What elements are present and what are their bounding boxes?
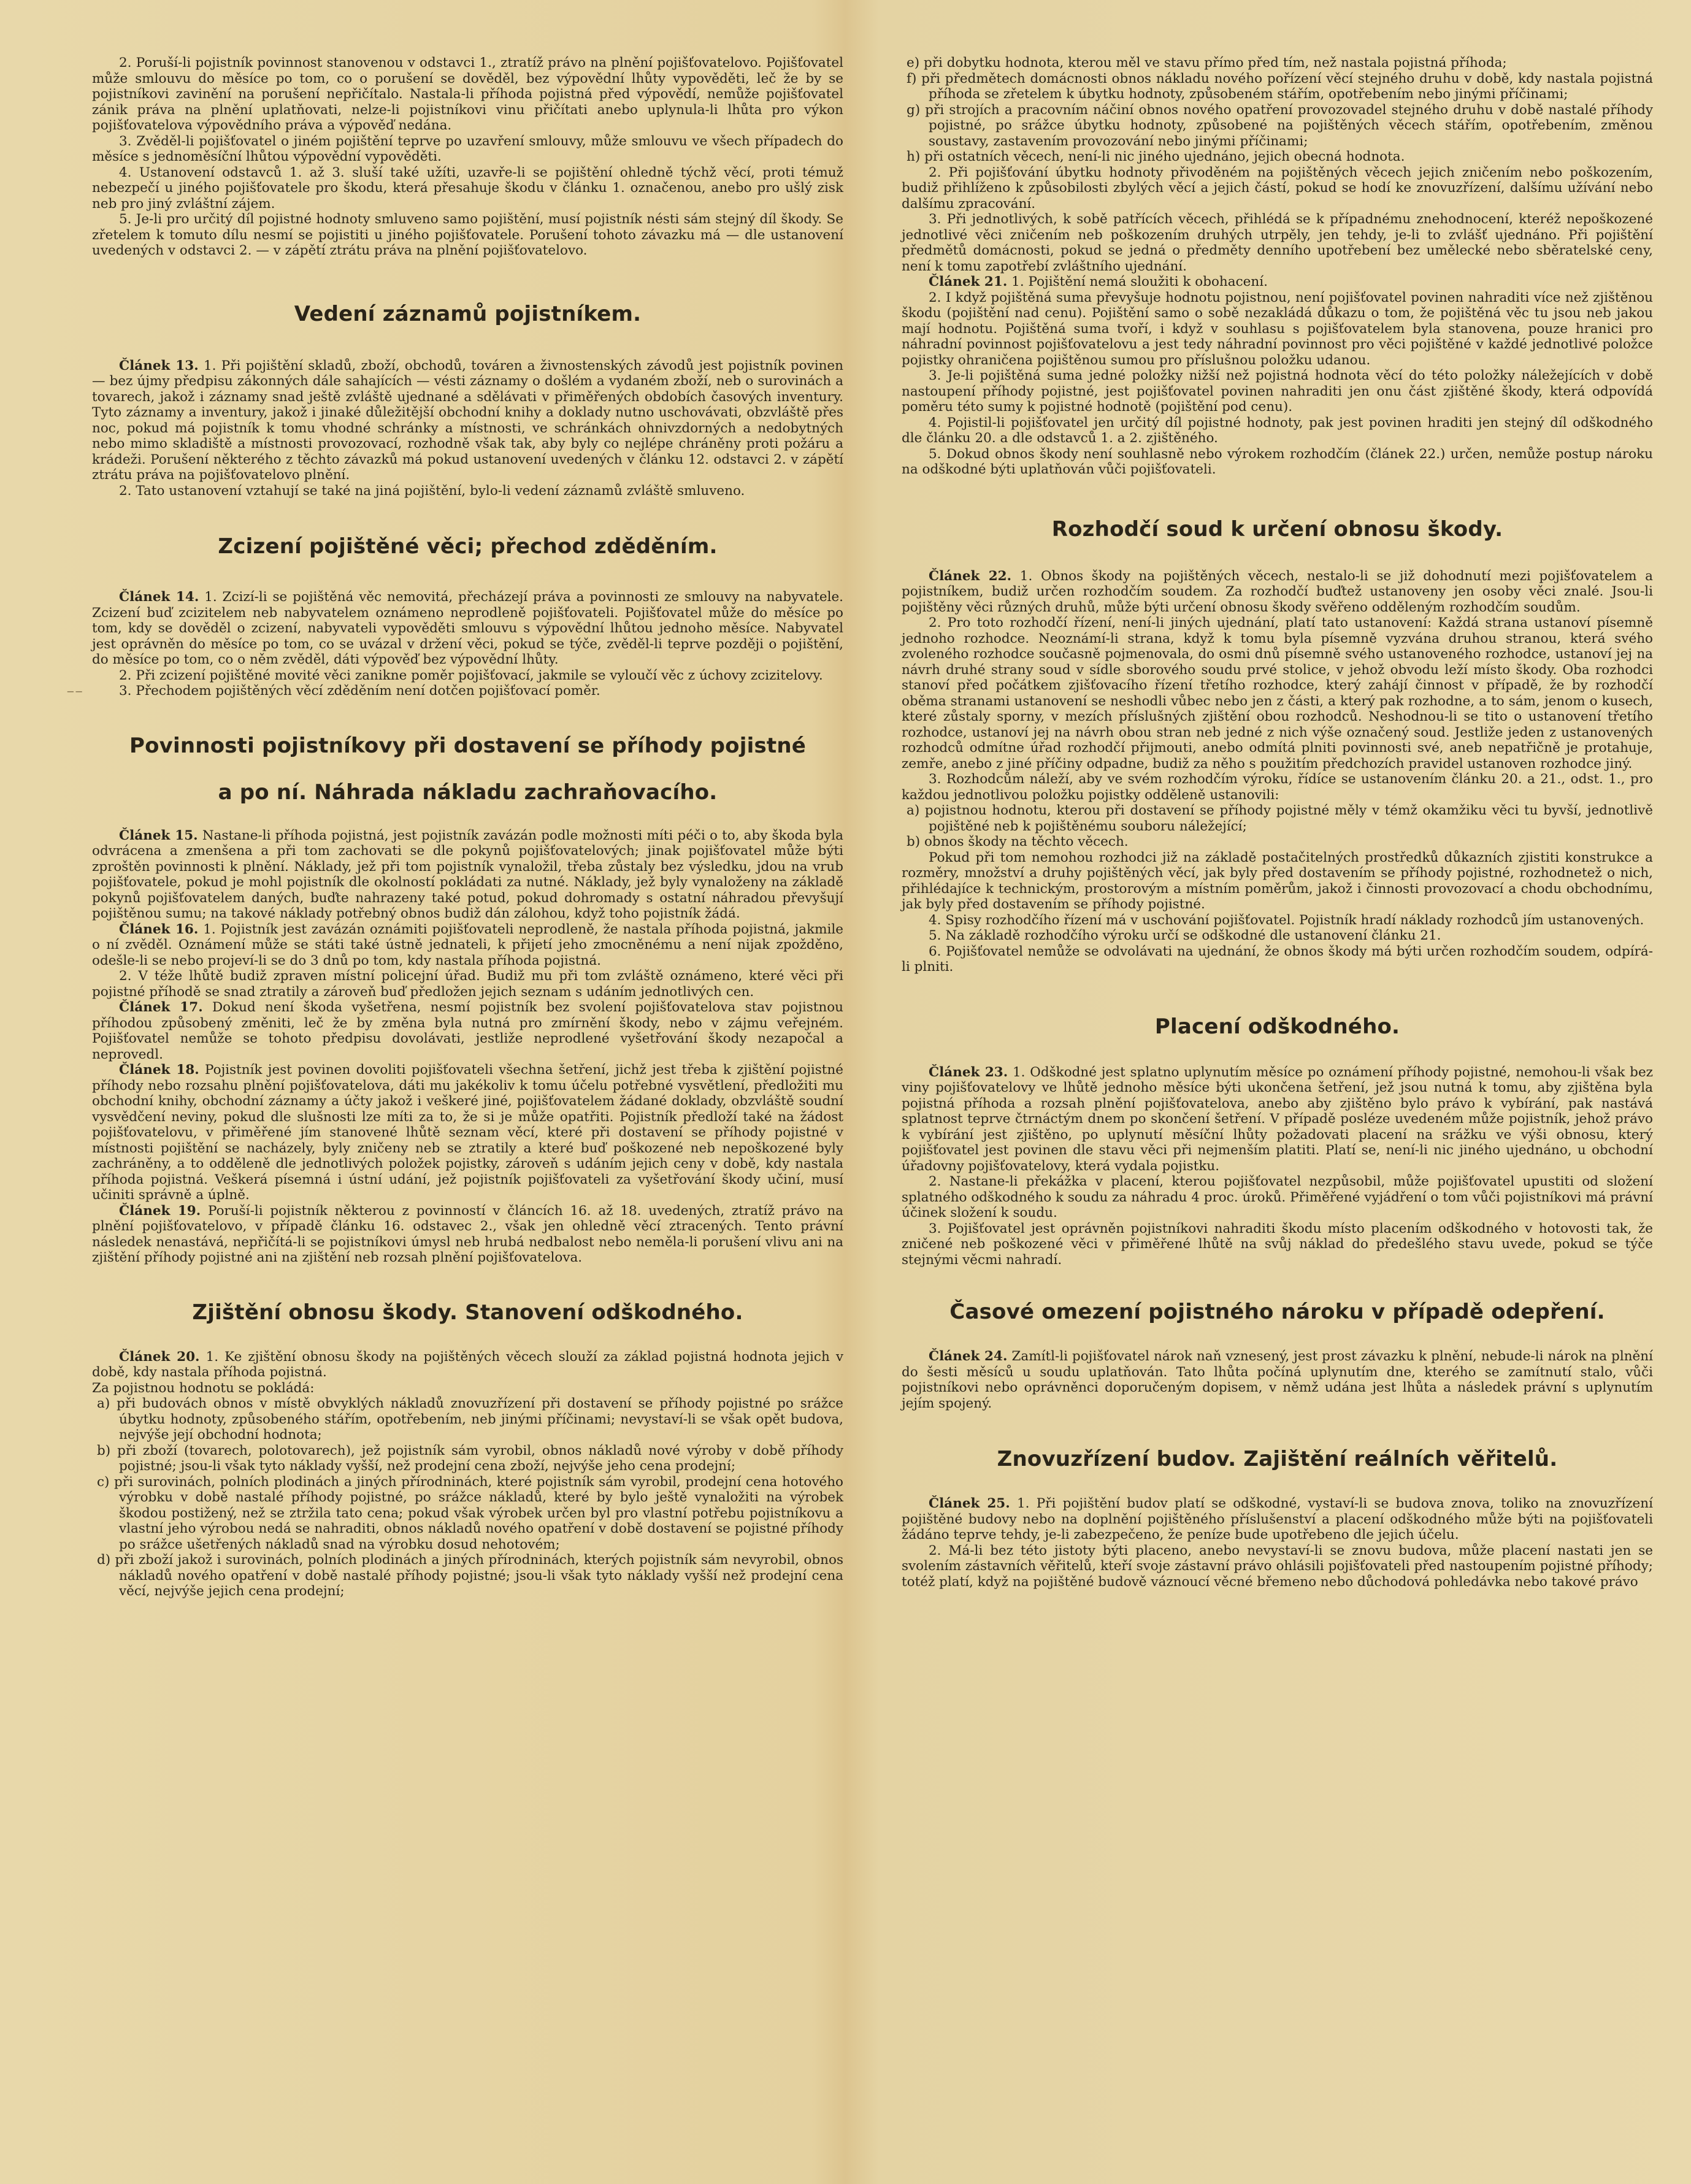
- article-text: 1. Obnos škody na pojištěných věcech, nestalo-li se již dohodnutí mezi pojišťovatelem a pojistníkem, budiž určen rozhodčím soudem. Za rozhodčí buďtež ustanoveny jen osoby věci znalé. Jsou-li pojištěny věci různých druhů, může býti určení obnosu škody svěřeno odděleným rozhodčím soudům.: [902, 568, 1654, 615]
- left-column: [92, 55, 843, 1600]
- article-label: Článek 19.: [119, 1203, 201, 1219]
- paragraph: 2. Nastane-li překážka v placení, kterou pojišťovatel nezpůsobil, může pojišťovatel upustiti od složení splatného odškodného k soudu za náhradu 4 proc. úroků. Přiměřené vyjádření o tom vůči pojistníkovi má právní účinek složení k soudu.: [902, 1174, 1653, 1220]
- article-label: Článek 18.: [119, 1062, 199, 1078]
- article-text: 1. Odškodné jest splatno uplynutím měsíce po oznámení příhody pojistné, nemohou-li však bez viny pojišťovatelovy ve lhůtě jednoho měsíce býti ukončena šetření, jež jsou nutná k tomu, aby zjištěna byla pojistná příhoda a rozsah plnění pojišťovatelova, anebo aby zjištěno bylo právo k vybírání, pak nastává splatnost teprve čtrnáctým dnem po skončení šetření. V případě posléze uvedeném může pojistník, jehož právo k vybírání jest zjištěno, po uplynutí měsíční lhůty požadovati placení na srážku ve výši obnosu, který pojišťovatel jest povinen dle stavu věci při nejmenším platiti. Platí se, není-li nic jiného ujednáno, u obchodní úřadovny pojišťovatelovy, která vydala pojistku.: [902, 1064, 1653, 1174]
- paragraph: Pokud při tom nemohou rozhodci již na základě postačitelných prostředků důkazních zjistiti konstrukce a rozměry, množství a druhy pojištěných věcí, jak byly před dostavením se příhody pojistné, rozhodnetež o nich, přihlédajíce k technickým, prostorovým a místním poměrům, jakož i činnosti provozovací a chodu obchodnímu, jak byly před dostavením se příhody pojistné.: [902, 849, 1653, 912]
- paragraph: 2. Tato ustanovení vztahují se také na jiná pojištění, bylo-li vedení záznamů zvláště smluveno.: [119, 483, 745, 499]
- section-heading: Časové omezení pojistného nároku v případě odepření.: [949, 1300, 1605, 1324]
- article-text: Dokud není škoda vyšetřena, nesmí pojistník bez svolení pojišťovatelova stav pojistnou příhodou způsobený změniti, leč že by změna byla nutná pro zmírnění škody, nebo v zájmu veřejném. Pojišťovatel nemůže se tohoto předpisu dovolávati, jestliže neprodlené vyšetřování škody nezapočal a neprovedl.: [92, 1000, 844, 1062]
- section-heading: a po ní. Náhrada nákladu zachraňovacího.: [218, 780, 718, 805]
- paragraph: 2. V téže lhůtě budiž zpraven místní policejní úřad. Budiž mu při tom zvláště oznámeno, které věci při pojistné příhodě se snad ztratily a zároveň buď předložen jejich seznam s udáním jednotlivých cen.: [92, 968, 843, 1000]
- list-item: b) při zboží (tovarech, polotovarech), jež pojistník sám vyrobil, obnos nákladů nové výroby v době příhody pojistné; jsou-li však tyto náklady vyšší, než prodejní cena zboží, nejvýše jeho cena prodejní;: [97, 1443, 843, 1474]
- paragraph: 3. Pojišťovatel jest oprávněn pojistníkovi nahraditi škodu místo placením odškodného v hotovosti tak, že zničené neb poškozené věci v přiměřené lhůtě na svůj náklad do předešlého stavu uvede, pokud se týče stejnými věcmi nahradí.: [902, 1220, 1653, 1268]
- paragraph: 4. Ustanovení odstavců 1. až 3. sluší také užíti, uzavře-li se pojištění ohledně týchž věcí, proti témuž nebezpečí u jiného pojišťovatele pro škodu, která přesahuje škodu v článku 1. označenou, anebo pro ušlý zisk neb pro jiný zvláštní zájem.: [92, 164, 843, 212]
- section-heading: Rozhodčí soud k určení obnosu škody.: [1051, 516, 1503, 542]
- paragraph: 2. I když pojištěná suma převyšuje hodnotu pojistnou, není pojišťovatel povinen nahraditi více než zjištěnou škodu (pojištění nad cenu). Pojištění samo o sobě nezakládá důkazu o tom, že pojištěná věc tu jsou neb jakou mají hodnotu. Pojištěná suma tvoří, i když v souhlasu s pojišťovatelem byla stanovena, pouze hranici pro náhradní povinnost pojišťovatelovu a jest tedy náhradní povinnost pro věci pojištěné v každé jednotlivé položce pojistky ohraničena pojištěnou sumou pro příslušnou položku udanou.: [902, 289, 1653, 368]
- article-label: Článek 25.: [929, 1496, 1010, 1511]
- list-item: d) při zboží jakož i surovinách, polních plodinách a jiných přírodninách, kterých pojistník sám nevyrobil, obnos nákladů nového opatření v době nastalé příhody pojistné; jsou-li však tyto náklady vyšší než prodejní cena věcí, nejvýše jejich cena prodejní;: [97, 1552, 843, 1599]
- paragraph: 2. Poruší-li pojistník povinnost stanovenou v odstavci 1., ztratíž právo na plnění pojišťovatelovo. Pojišťovatel může smlouvu do měsíce po tom, co o porušení se dověděl, bez výpovědní lhůty vypověděti, leč že by se pojistníkovi zavinění na porušení nepřičítalo. Nastala-li příhoda pojistná před výpovědí, nemůže pojišťovatel zánik práva na plnění uplatňovati, nelze-li pojistníkovi vinu přičítati anebo uplynula-li lhůta pro výkon pojišťovatelova výpovědního práva a výpověď nedána.: [92, 55, 843, 133]
- paragraph: 6. Pojišťovatel nemůže se odvolávati na ujednání, že obnos škody má býti určen rozhodčím soudem, odpírá-li plniti.: [902, 943, 1653, 975]
- paragraph: 2. Při pojišťování úbytku hodnoty přivoděném na pojištěných věcech jejich zničením nebo poškozením, budiž přihlíženo k způsobilosti zbylých věcí a jejich částí, pokud se hodí ke znovuzřízení, dalšímu užívání nebo dalšímu zpracování.: [902, 164, 1653, 212]
- article-text: Zamítl-li pojišťovatel nárok naň vznesený, jest prost závazku k plnění, nebude-li nárok na plnění do šesti měsíců u soudu uplatňován. Tato lhůta počíná uplynutím dne, kterého se zamítnutí stalo, vůči pojistníkovi nebo oprávněnci doporučeným dopisem, v němž udána jest lhůta a následek právní s uplynutím jejím spojený.: [902, 1349, 1653, 1411]
- article-19: [92, 1203, 843, 1266]
- article-label: Článek 20.: [119, 1349, 200, 1365]
- section-heading: Zcizení pojištěné věci; přechod zděděním.: [218, 534, 718, 559]
- article-13: [92, 358, 843, 483]
- list-item: a) při budovách obnos v místě obvyklých nákladů znovuzřízení při dostavení se příhody pojistné po srážce úbytku hodnoty, způsobeného stářím, opotřebením, neb jinými příčinami; nevystaví-li se však opět budova, nejvýše její obchodní hodnota;: [97, 1396, 843, 1443]
- margin-mark: ⁻⁻: [66, 686, 83, 704]
- article-16: [92, 922, 843, 969]
- article-label: Článek 17.: [119, 1000, 203, 1015]
- article-label: Článek 13.: [119, 358, 199, 374]
- paragraph: 2. Při zcizení pojištěné movité věci zanikne poměr pojišťovací, jakmile se vyloučí věc z úchovy zcizitelovy.: [119, 667, 823, 683]
- right-column: [902, 55, 1653, 1590]
- paragraph: 5. Na základě rozhodčího výroku určí se odškodné dle ustanovení článku 21.: [929, 928, 1441, 943]
- paragraph: 3. Při jednotlivých, k sobě patřících věcech, přihlédá se k případnému znehodnocení, kteréž nepoškozené jednotlivé věci zničením neb poškozením druhých utrpěly, jen tehdy, je-li to zvlášť ujednáno. Při pojištění předmětů domácnosti, pokud se jedná o předměty denního upotřebení bez umělecké nebo sběratelské ceny, není k tomu zapotřebí zvláštního ujednání.: [902, 212, 1653, 274]
- article-text: Pojistník jest povinen dovoliti pojišťovateli všechna šetření, jichž jest třeba k zjištění pojistné příhody nebo rozsahu plnění pojišťovatelova, dáti mu jakékoliv k tomu účelu potřebné vysvětlení, předložiti mu obchodní knihy, obchodní záznamy a účty jakož i veškeré jiné, pojišťovatelem žádané doklady, obzvláště soudní vysvědčení neviny, pokud dle slušnosti lze míti za to, že si je může opatřiti. Pojistník předloží také na žádost pojišťovatelovu, v přiměřené jím stanovené lhůtě seznam věcí, které při dostavení se příhody pojistné v místnosti pojištění se nacházely, byly zničeny neb se ztratily a které buď poškozené neb nepoškozené byly zachráněny, a to odděleně dle jednotlivých položek pojistky, zároveň s udáním jejich ceny v době, kdy nastala příhoda pojistná. Veškerá písemná i ústní udání, jež pojistník pojišťovateli za vyšetřování škody učiní, musí učiniti správně a úplně.: [92, 1062, 843, 1203]
- list-item: h) při ostatních věcech, není-li nic jiného ujednáno, jejich obecná hodnota.: [907, 149, 1405, 164]
- article-23: [902, 1065, 1653, 1174]
- article-20: [92, 1349, 843, 1381]
- section-heading: Povinnosti pojistníkovy při dostavení se příhody pojistné: [129, 733, 807, 758]
- section-heading: Vedení záznamů pojistníkem.: [294, 301, 642, 326]
- article-text: 1. Při pojištění budov platí se odškodné, vystaví-li se budova znova, toliko na znovuzřízení pojištěné budovy nebo na doplnění pojištěného příslušenství a placení odškodného může býti na pojišťovateli žádáno teprve tehdy, je-li zabezpečeno, že peníze bude upotřebeno dle jejich účelu.: [902, 1496, 1653, 1542]
- article-24: [902, 1349, 1653, 1411]
- paragraph: 5. Je-li pro určitý díl pojistné hodnoty smluveno samo pojištění, musí pojistník nésti sám stejný díl škody. Se zřetelem k tomuto dílu nesmí se pojistiti u jiného pojišťovatele. Porušení tohoto závazku má — dle ustanovení uvedených v odstavci 2. — v zápětí ztrátu práva na plnění pojišťovatelovo.: [92, 212, 843, 258]
- article-label: Článek 23.: [929, 1064, 1008, 1080]
- article-label: Článek 15.: [119, 827, 198, 843]
- article-label: Článek 22.: [929, 568, 1012, 584]
- article-label: Článek 24.: [929, 1349, 1008, 1364]
- list-item: e) při dobytku hodnota, kterou měl ve stavu přímo před tím, než nastala pojistná příhoda;: [907, 55, 1507, 71]
- article-text: 1. Ke zjištění obnosu škody na pojištěných věcech slouží za základ pojistná hodnota jejich v době, kdy nastala příhoda pojistná.: [92, 1349, 843, 1380]
- article-text: Nastane-li příhoda pojistná, jest pojistník zavázán podle možnosti míti péči o to, aby škoda byla odvrácena a zmenšena a při tom zachovati se dle pokynů pojišťovatelových; jinak pojišťovatel může býti zproštěn povinnosti k plnění. Náklady, jež při tom pojistník vynaložil, třeba zůstaly bez výsledku, jdou na vrub pojišťovatele, pokud je mohl pojistník dle okolností pokládati za nutné. Náklady, jež byly vynaloženy na základě pokynů pojišťovatelem daných, buďte nahrazeny také potud, pokud dohromady s ostatní náhradou převyšují pojištěnou sumu; na takové náklady potřebný obnos budiž dán zálohou, když toho pojistník žádá.: [92, 827, 843, 921]
- paragraph: Za pojistnou hodnotu se pokládá:: [92, 1380, 315, 1396]
- article-text: 1. Při pojištění skladů, zboží, obchodů, továren a živnostenských závodů jest pojistník povinen — bez újmy předpisu zákonných dále sahajících — vésti záznamy o došlém a vydaném zboží, neb o surovinách a tovarech, jakož i záznamy snad ještě zvláště ujednané a sdělávati v přiměřených obdobích časových inventury. Tyto záznamy a inventury, jakož i jinaké důležitější obchodní knihy a doklady nutno uschovávati, obzvláště přes noc, pokud má pojistník k tomu vhodné schránky a místnosti, ve schránkách ohnivzdorných a nedobytných nebo mimo skladiště a místnosti provozovací, rozhodně však tak, aby byly co nejlépe chráněny proti požáru a krádeži. Porušení některého z těchto závazků má pokud ustanovení uvedených v článku 12. odstavci 2. v zápětí ztrátu práva na pojišťovatelovo plnění.: [92, 358, 843, 483]
- paragraph: 2. Pro toto rozhodčí řízení, není-li jiných ujednání, platí tato ustanovení: Každá strana ustanoví písemně jednoho rozhodce. Neoznámí-li strana, když k tomu byla písemně vyzvána druhou stranou, která svého zvoleného rozhodce současně pojmenovala, do osmi dnů písemně svého ustanoveného rozhodce, ustanoví jej na návrh druhé strany soud v sídle sborového soudu prvé stolice, v jehož obvodu leží místo škody. Oba rozhodci stanoví před počátkem zjišťovacího řízení třetího rozhodce, který zahájí činnost v případě, že by rozhodčí oběma stranami ustanovení se neshodli vůbec nebo jen z části, a který pak rozhodne, a to sám, jenom o kusech, které zůstaly sporny, v mezích příslušných zjištění obou rozhodců. Neshodnou-li se tito o ustanovení třetího rozhodce, ustanoví jej na návrh obou stran neb jedné z nich výše označený soud. Jestliže jeden z ustanovených rozhodců odmítne úřad rozhodčí přijmouti, anebo odmítá plniti povinnosti své, aneb nepatřičně je protahuje, zemře, anebo z jiné příčiny odpadne, budiž za něho s použitím předchozích pravidel ustanoven rozhodce jiný.: [902, 615, 1653, 772]
- paragraph: 5. Dokud obnos škody není souhlasně nebo výrokem rozhodčím (článek 22.) určen, nemůže postup nároku na odškodné býti uplatňován vůči pojišťovateli.: [902, 446, 1653, 477]
- article-22: [902, 569, 1653, 616]
- article-text: 1. Pojistník jest zavázán oznámiti pojišťovateli neprodleně, že nastala příhoda pojistná, jakmile o ní zvěděl. Oznámení může se státi také ústně jednateli, k přijetí jeho zmocněnému a není nijak zpožděno, odešle-li se nebo projeví-li se do 3 dnů po tom, kdy nastala příhoda pojistná.: [92, 921, 843, 968]
- article-21: [902, 274, 1653, 290]
- paragraph: 3. Přechodem pojištěných věcí zděděním není dotčen pojišťovací poměr.: [119, 683, 600, 699]
- paragraph: 4. Spisy rozhodčího řízení má v uschování pojišťovatel. Pojistník hradí náklady rozhodců jím ustanovených.: [929, 912, 1644, 928]
- article-25: [902, 1496, 1653, 1543]
- list-item: c) při surovinách, polních plodinách a jiných přírodninách, které pojistník sám vyrobil, prodejní cena hotového výrobku v době nastalé příhody pojistné, po srážce nákladů, které by bylo ještě vynaložiti na výrobek škodou postižený, než se ztržila tato cena; pokud však výrobek určen byl pro vlastní potřebu pojistníkovu a vlastní jeho výrobou nedá se nahraditi, obnos nákladů nového opatření v době dostavení se pojistné příhody po srážce ušetřených nákladů snad na výrobku dosud nehotovém;: [97, 1474, 843, 1552]
- paragraph: 3. Je-li pojištěná suma jedné položky nižší než pojistná hodnota věcí do této položky náležejících v době nastoupení příhody pojistné, jest pojišťovatel povinen nahraditi jen onu část zjištěné škody, která odpovídá poměru této sumy k pojistné hodnotě (pojištění pod cenu).: [902, 368, 1653, 415]
- article-text: 1. Pojištění nemá sloužiti k obohacení.: [1011, 274, 1268, 289]
- list-item: g) při strojích a pracovním náčiní obnos nového opatření provozovadel stejného druhu v době nastalé příhody pojistné, po srážce úbytku hodnoty, způsobené na pojištěných věcech stářím, opotřebením, změnou soustavy, zastavením provozování nebo jinými příčinami;: [907, 102, 1653, 149]
- article-label: Článek 21.: [929, 274, 1008, 289]
- list-item: a) pojistnou hodnotu, kterou při dostavení se příhody pojistné měly v témž okamžiku věci tu byvší, jednotlivě pojištěné neb k pojištěnému souboru náležející;: [907, 803, 1653, 834]
- list-item: b) obnos škody na těchto věcech.: [907, 834, 1129, 849]
- paragraph: 3. Zvěděl-li pojišťovatel o jiném pojištění teprve po uzavření smlouvy, může smlouvu ve všech případech do měsíce s jednoměsíční lhůtou výpovědní vypověděti.: [92, 133, 843, 164]
- section-heading: Znovuzřízení budov. Zajištění reálních věřitelů.: [997, 1447, 1558, 1471]
- paragraph: 4. Pojistil-li pojišťovatel jen určitý díl pojistné hodnoty, pak jest povinen hraditi jen stejný díl odškodného dle článku 20. a dle odstavců 1. a 2. zjištěného.: [902, 415, 1653, 446]
- article-17: [92, 1000, 843, 1062]
- section-heading: Placení odškodného.: [1154, 1014, 1400, 1039]
- section-heading: Zjištění obnosu škody. Stanovení odškodného.: [192, 1300, 743, 1325]
- article-label: Článek 14.: [119, 589, 199, 605]
- article-18: [92, 1062, 843, 1203]
- list-item: f) při předmětech domácnosti obnos nákladu nového pořízení věcí stejného druhu v době, kdy nastala pojistná příhoda se zřetelem k úbytku hodnoty, způsobeném stářím, opotřebením nebo jinými příčinami;: [907, 71, 1653, 102]
- article-14: [92, 589, 843, 668]
- article-label: Článek 16.: [119, 921, 199, 937]
- paragraph: 2. Má-li bez této jistoty býti placeno, anebo nevystaví-li se znovu budova, může placení nastati jen se svolením zástavních věřitelů, kteří svoje zástavní právo ohlásili pojišťovateli před nastoupením pojistné příhody; totéž platí, když na pojištěné budově váznoucí věcné břemeno nebo důchodová pohledávka nebo takové právo: [902, 1542, 1653, 1590]
- article-15: [92, 828, 843, 922]
- article-text: 1. Zcizí-li se pojištěná věc nemovitá, přecházejí práva a povinnosti ze smlouvy na nabyvatele. Zcizení buď zcizitelem neb nabyvatelem oznámeno neprodleně pojišťovateli. Pojišťovatel může do měsíce po tom, kdy se dověděl o zcizení, nabyvateli vypověděti smlouvu s výpovědní lhůtou jednoho měsíce. Nabyvatel jest oprávněn do měsíce po tom, co se uvázal v držení věci, pokud se týče, zvěděl-li teprve později o pojištění, do měsíce po tom, co o něm zvěděl, dáti výpověď bez výpovědní lhůty.: [92, 589, 844, 667]
- paragraph: 3. Rozhodcům náleží, aby ve svém rozhodčím výroku, řídíce se ustanovením článku 20. a 21., odst. 1., pro každou jednotlivou položku pojistky odděleně ustanovili:: [902, 772, 1653, 803]
- article-text: Poruší-li pojistník některou z povinností v článcích 16. až 18. uvedených, ztratíž právo na plnění pojišťovatelovo, v případě článku 16. odstavec 2., však jen ohledně věcí ztracených. Tento právní následek nenastává, nepřičítá-li se pojistníkovi úmysl neb hrubá nedbalost nebo neměla-li porušení vlivu ani na zjištění příhody pojistné ani na zjištění neb rozsah plnění pojišťovatelova.: [92, 1203, 843, 1265]
